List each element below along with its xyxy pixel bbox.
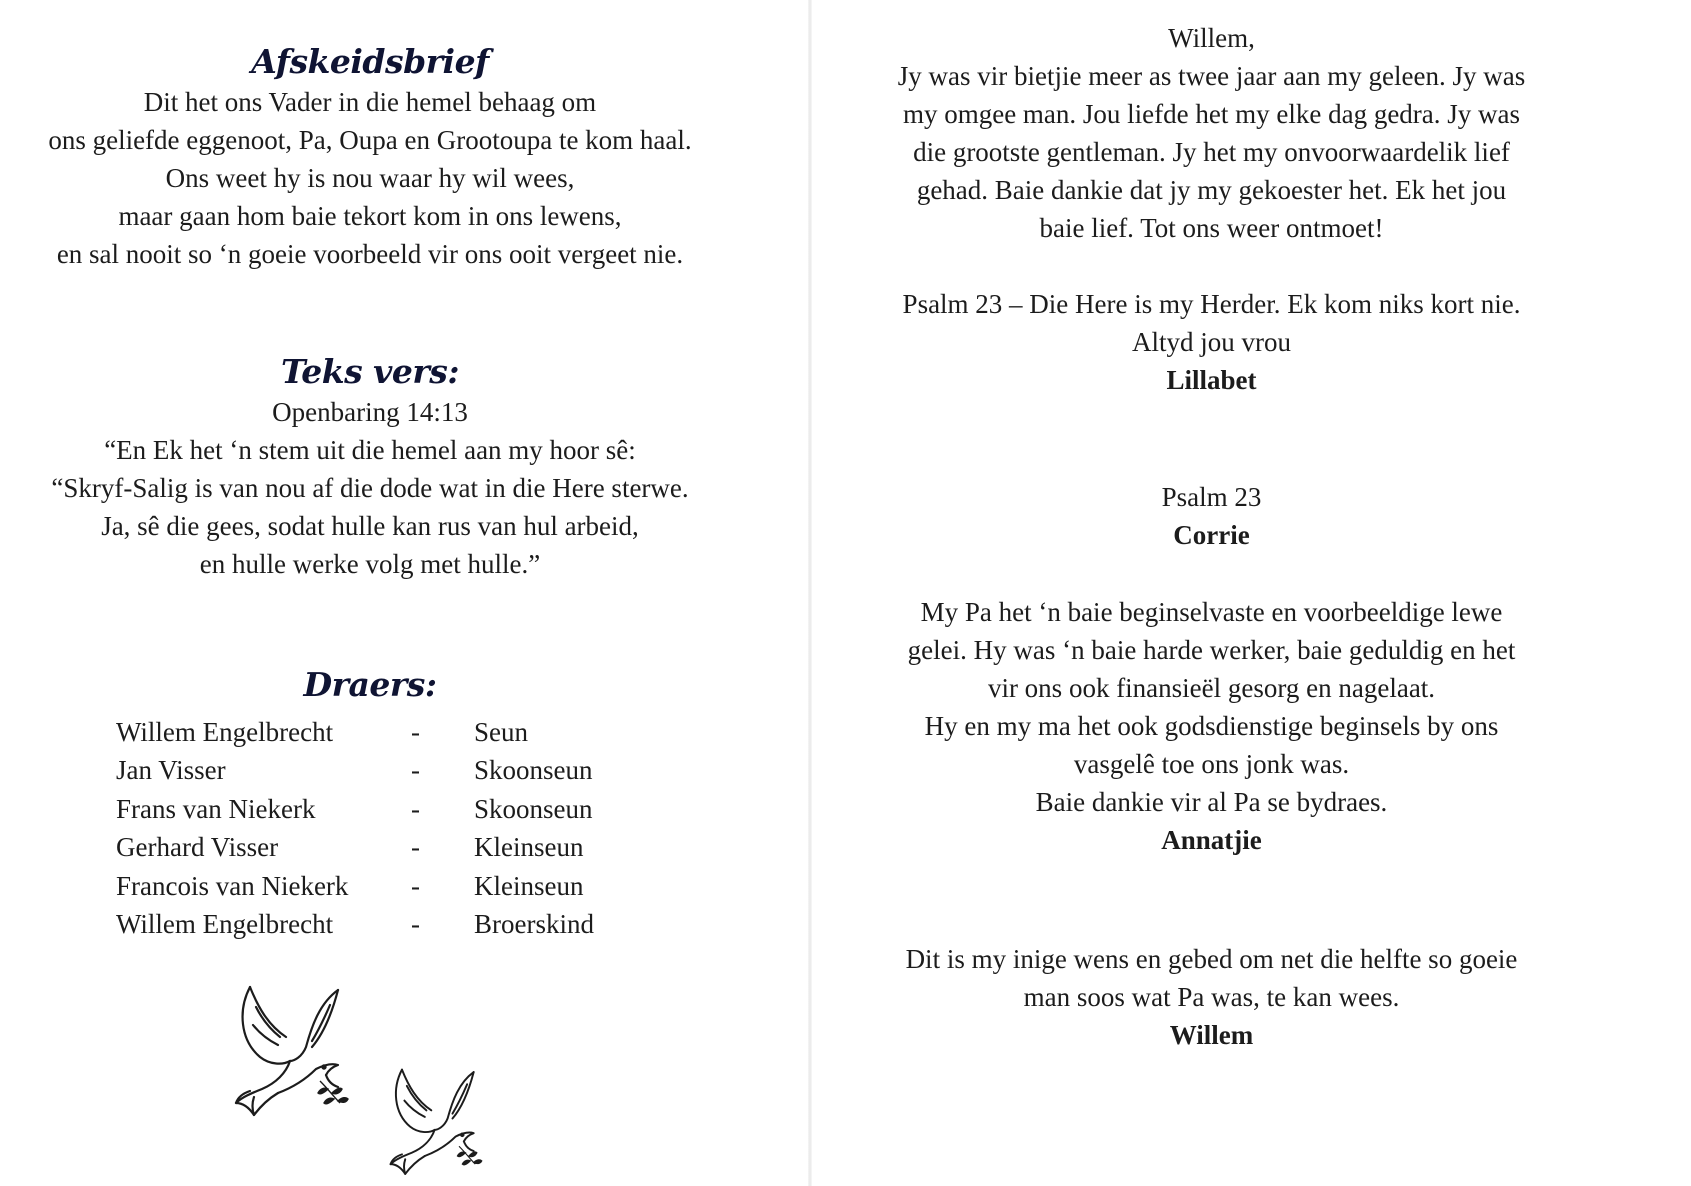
bearer-relation: Skoonseun (474, 793, 593, 824)
message-corrie (812, 478, 1691, 554)
message-lillabet (812, 19, 1691, 399)
message-line: vir ons ook finansieël gesorg en nagelaat. (987, 673, 1436, 703)
message-line: Baie dankie vir al Pa se bydraes. (1035, 787, 1388, 817)
bearer-name: Willem Engelbrecht (116, 717, 334, 747)
psalm-line: Psalm 23 (1161, 482, 1262, 512)
farewell-line: en sal nooit so ‘n goeie voorbeeld vir ons ooit vergeet nie. (56, 239, 684, 269)
bearers-title: Draers: (303, 665, 437, 704)
bearer-dash: - (411, 908, 420, 939)
message-line: gelei. Hy was ‘n baie harde werker, baie geduldig en het (907, 635, 1516, 665)
message-line: Hy en my ma het ook godsdienstige beginsels by ons (924, 711, 1499, 741)
bearer-dash: - (411, 755, 420, 786)
verse-line: Ja, sê die gees, sodat hulle kan rus van hul arbeid, (101, 511, 639, 541)
bearer-relation: Seun (474, 717, 528, 747)
text-verse-title: Teks vers: (280, 352, 459, 391)
bearer-name: Francois van Niekerk (116, 870, 349, 901)
bearer-dash: - (411, 870, 420, 901)
farewell-line: Ons weet hy is nou waar hy wil wees, (165, 163, 575, 193)
closing-line: Altyd jou vrou (1132, 327, 1291, 357)
farewell-section (0, 42, 810, 273)
verse-line: “En Ek het ‘n stem uit die hemel aan my hoor sê: (104, 435, 636, 465)
dove-with-olive-branch-icon (383, 1068, 491, 1178)
farewell-line: Dit het ons Vader in die hemel behaag om (143, 87, 597, 117)
bearer-name: Jan Visser (116, 755, 226, 786)
signature: Corrie (1173, 520, 1250, 550)
signature: Annatjie (1161, 825, 1262, 855)
bearer-dash: - (411, 832, 420, 863)
message-line: My Pa het ‘n baie beginselvaste en voorbeeldige lewe (920, 597, 1503, 627)
message-line: my omgee man. Jou liefde het my elke dag gedra. Jy was (902, 99, 1521, 129)
signature: Lillabet (1166, 365, 1257, 395)
right-page (812, 0, 1691, 1186)
bearer-dash: - (411, 717, 420, 747)
message-line: gehad. Baie dankie dat jy my gekoester het. Ek het jou (916, 175, 1507, 205)
farewell-title: Afskeidsbrief (251, 42, 489, 81)
bearers-heading-wrap (0, 665, 810, 704)
left-page (0, 0, 810, 1186)
verse-reference: Openbaring 14:13 (272, 397, 468, 427)
message-line: Dit is my inige wens en gebed om net die helfte so goeie (905, 944, 1518, 974)
bearer-name: Gerhard Visser (116, 832, 279, 863)
bearer-name: Willem Engelbrecht (116, 908, 334, 939)
bearer-relation: Kleinseun (474, 870, 584, 901)
message-line: man soos wat Pa was, te kan wees. (1023, 982, 1400, 1012)
signature: Willem (1169, 1020, 1254, 1050)
message-line: vasgelê toe ons jonk was. (1073, 749, 1350, 779)
message-willem (812, 940, 1691, 1054)
text-verse-section (0, 352, 810, 583)
dove-with-olive-branch-icon (228, 985, 358, 1120)
spacer (822, 247, 1601, 285)
psalm-line: Psalm 23 – Die Here is my Herder. Ek kom niks kort nie. (902, 289, 1521, 319)
message-line: die grootste gentleman. Jy het my onvoorwaardelik lief (913, 137, 1510, 167)
salutation: Willem, (1168, 23, 1255, 53)
message-annatjie (812, 593, 1691, 859)
message-line: Jy was vir bietjie meer as twee jaar aan my geleen. Jy was (897, 61, 1526, 91)
bearer-name: Frans van Niekerk (116, 793, 316, 824)
verse-line: “Skryf-Salig is van nou af die dode wat in die Here sterwe. (51, 473, 689, 503)
verse-line: en hulle werke volg met hulle.” (199, 549, 541, 579)
bearer-dash: - (411, 793, 420, 824)
bearer-relation: Broerskind (474, 908, 594, 939)
farewell-line: ons geliefde eggenoot, Pa, Oupa en Grootoupa te kom haal. (48, 125, 692, 155)
farewell-line: maar gaan hom baie tekort kom in ons lewens, (118, 201, 622, 231)
message-line: baie lief. Tot ons weer ontmoet! (1039, 213, 1384, 243)
bearer-relation: Skoonseun (474, 755, 593, 786)
bearer-relation: Kleinseun (474, 832, 584, 863)
